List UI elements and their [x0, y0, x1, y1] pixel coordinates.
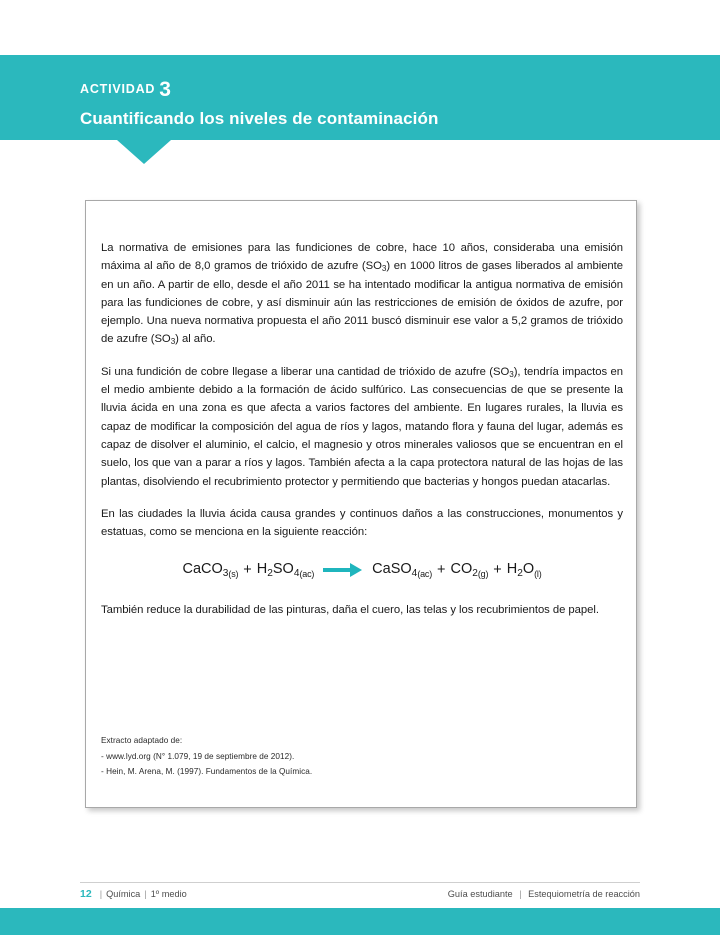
footer-guide: Guía estudiante: [447, 889, 513, 899]
footer-topic: Estequiometría de reacción: [528, 889, 640, 899]
activity-label: ACTIVIDAD: [80, 82, 156, 96]
arrow-right-icon: [323, 563, 363, 577]
page-title: Cuantificando los niveles de contaminación: [80, 109, 439, 128]
activity-number: 3: [159, 78, 172, 101]
footer-divider: [80, 882, 640, 883]
equation-reactant-2: $H2SO4_{(ac)}$: [256, 561, 315, 580]
footer-separator-1: |: [99, 889, 103, 899]
activity-line: [80, 79, 438, 100]
chemical-equation: [101, 561, 623, 579]
source-heading: Extracto adaptado de:: [101, 736, 183, 746]
paragraph-3: En las ciudades la lluvia ácida causa grandes y continuos daños a las construcciones, monumentos y estatuas, como se menciona en la siguiente reacción:: [101, 507, 623, 539]
footer-separator-2: |: [144, 889, 147, 899]
page-header-band: [0, 55, 720, 140]
footer-right-group: [448, 889, 640, 899]
equation-product-3: $H2O_{(l)}$: [506, 561, 542, 580]
equation-plus-2: +: [437, 562, 446, 579]
equation-plus-1: +: [243, 562, 252, 579]
footer-separator-3: |: [519, 889, 522, 899]
header-text-group: [80, 79, 438, 129]
paragraph-1: La normativa de emisiones para las fundiciones de cobre, hace 10 años, consideraba una emisión máxima al año de 8,0 gramos de trióxido de azufre $(SO_3)$ en 1000 litros de gases liberados al ambiente en un año. A partir de ello, desde el año 2011 se ha intentado modificar la antigua normativa de emisión para las fundiciones de cobre, y así disminuir aún las restricciones de emisión de óxidos de azufre, por ejemplo. Una nueva normativa propuesta el año 2011 buscó disminuir ese valor a 5,2 gramos de trióxido de azufre $(SO_3)$ al año.: [101, 242, 623, 347]
content-box: [85, 200, 637, 808]
source-line-2: - Hein, M. Arena, M. (1997). Fundamentos de la Química.: [101, 766, 313, 776]
page-bottom-band: [0, 908, 720, 935]
equation-plus-3: +: [493, 562, 502, 579]
header-notch-triangle: [117, 140, 171, 164]
footer-subject: Química: [106, 889, 141, 899]
equation-product-2: $CO2_{(g)}$: [450, 561, 489, 580]
source-line-1: - www.lyd.org (N° 1.079, 19 de septiembre de 2012).: [101, 751, 295, 761]
source-block: [101, 733, 581, 779]
page-footer: [80, 888, 640, 900]
equation-product-1: $CaSO4_{(ac)}$: [372, 561, 432, 580]
content-body: [101, 239, 623, 634]
paragraph-2: Si una fundición de cobre llegase a liberar una cantidad de trióxido de azufre $(SO_3)$, tendría impactos en el medio ambiente debido a la formación de ácido sulfúrico. Las consecuencias de que se presente la lluvia ácida en una zona es que afecta a varios factores del ambiente. En lugares rurales, la lluvia es capaz de modificar la composición del agua de ríos y lagos, matando flora y fauna del lugar, además es capaz de disolver el aluminio, el calcio, el magnesio y otros minerales valiosos que se encuentran en el suelo, los que van a parar a ríos y lagos. También afecta a la capa protectora natural de las hojas de las plantas, disolviendo el recubrimiento protector y permitiendo que bacterias y hongos puedan atacarlas.: [101, 365, 623, 488]
footer-left-group: [80, 888, 187, 900]
page-number: 12: [80, 888, 92, 900]
equation-reactant-1: $CaCO3_{(s)}$: [182, 561, 239, 580]
footer-level: 1º medio: [150, 889, 187, 899]
paragraph-4: También reduce la durabilidad de las pinturas, daña el cuero, las telas y los recubrimientos de papel.: [101, 604, 599, 617]
